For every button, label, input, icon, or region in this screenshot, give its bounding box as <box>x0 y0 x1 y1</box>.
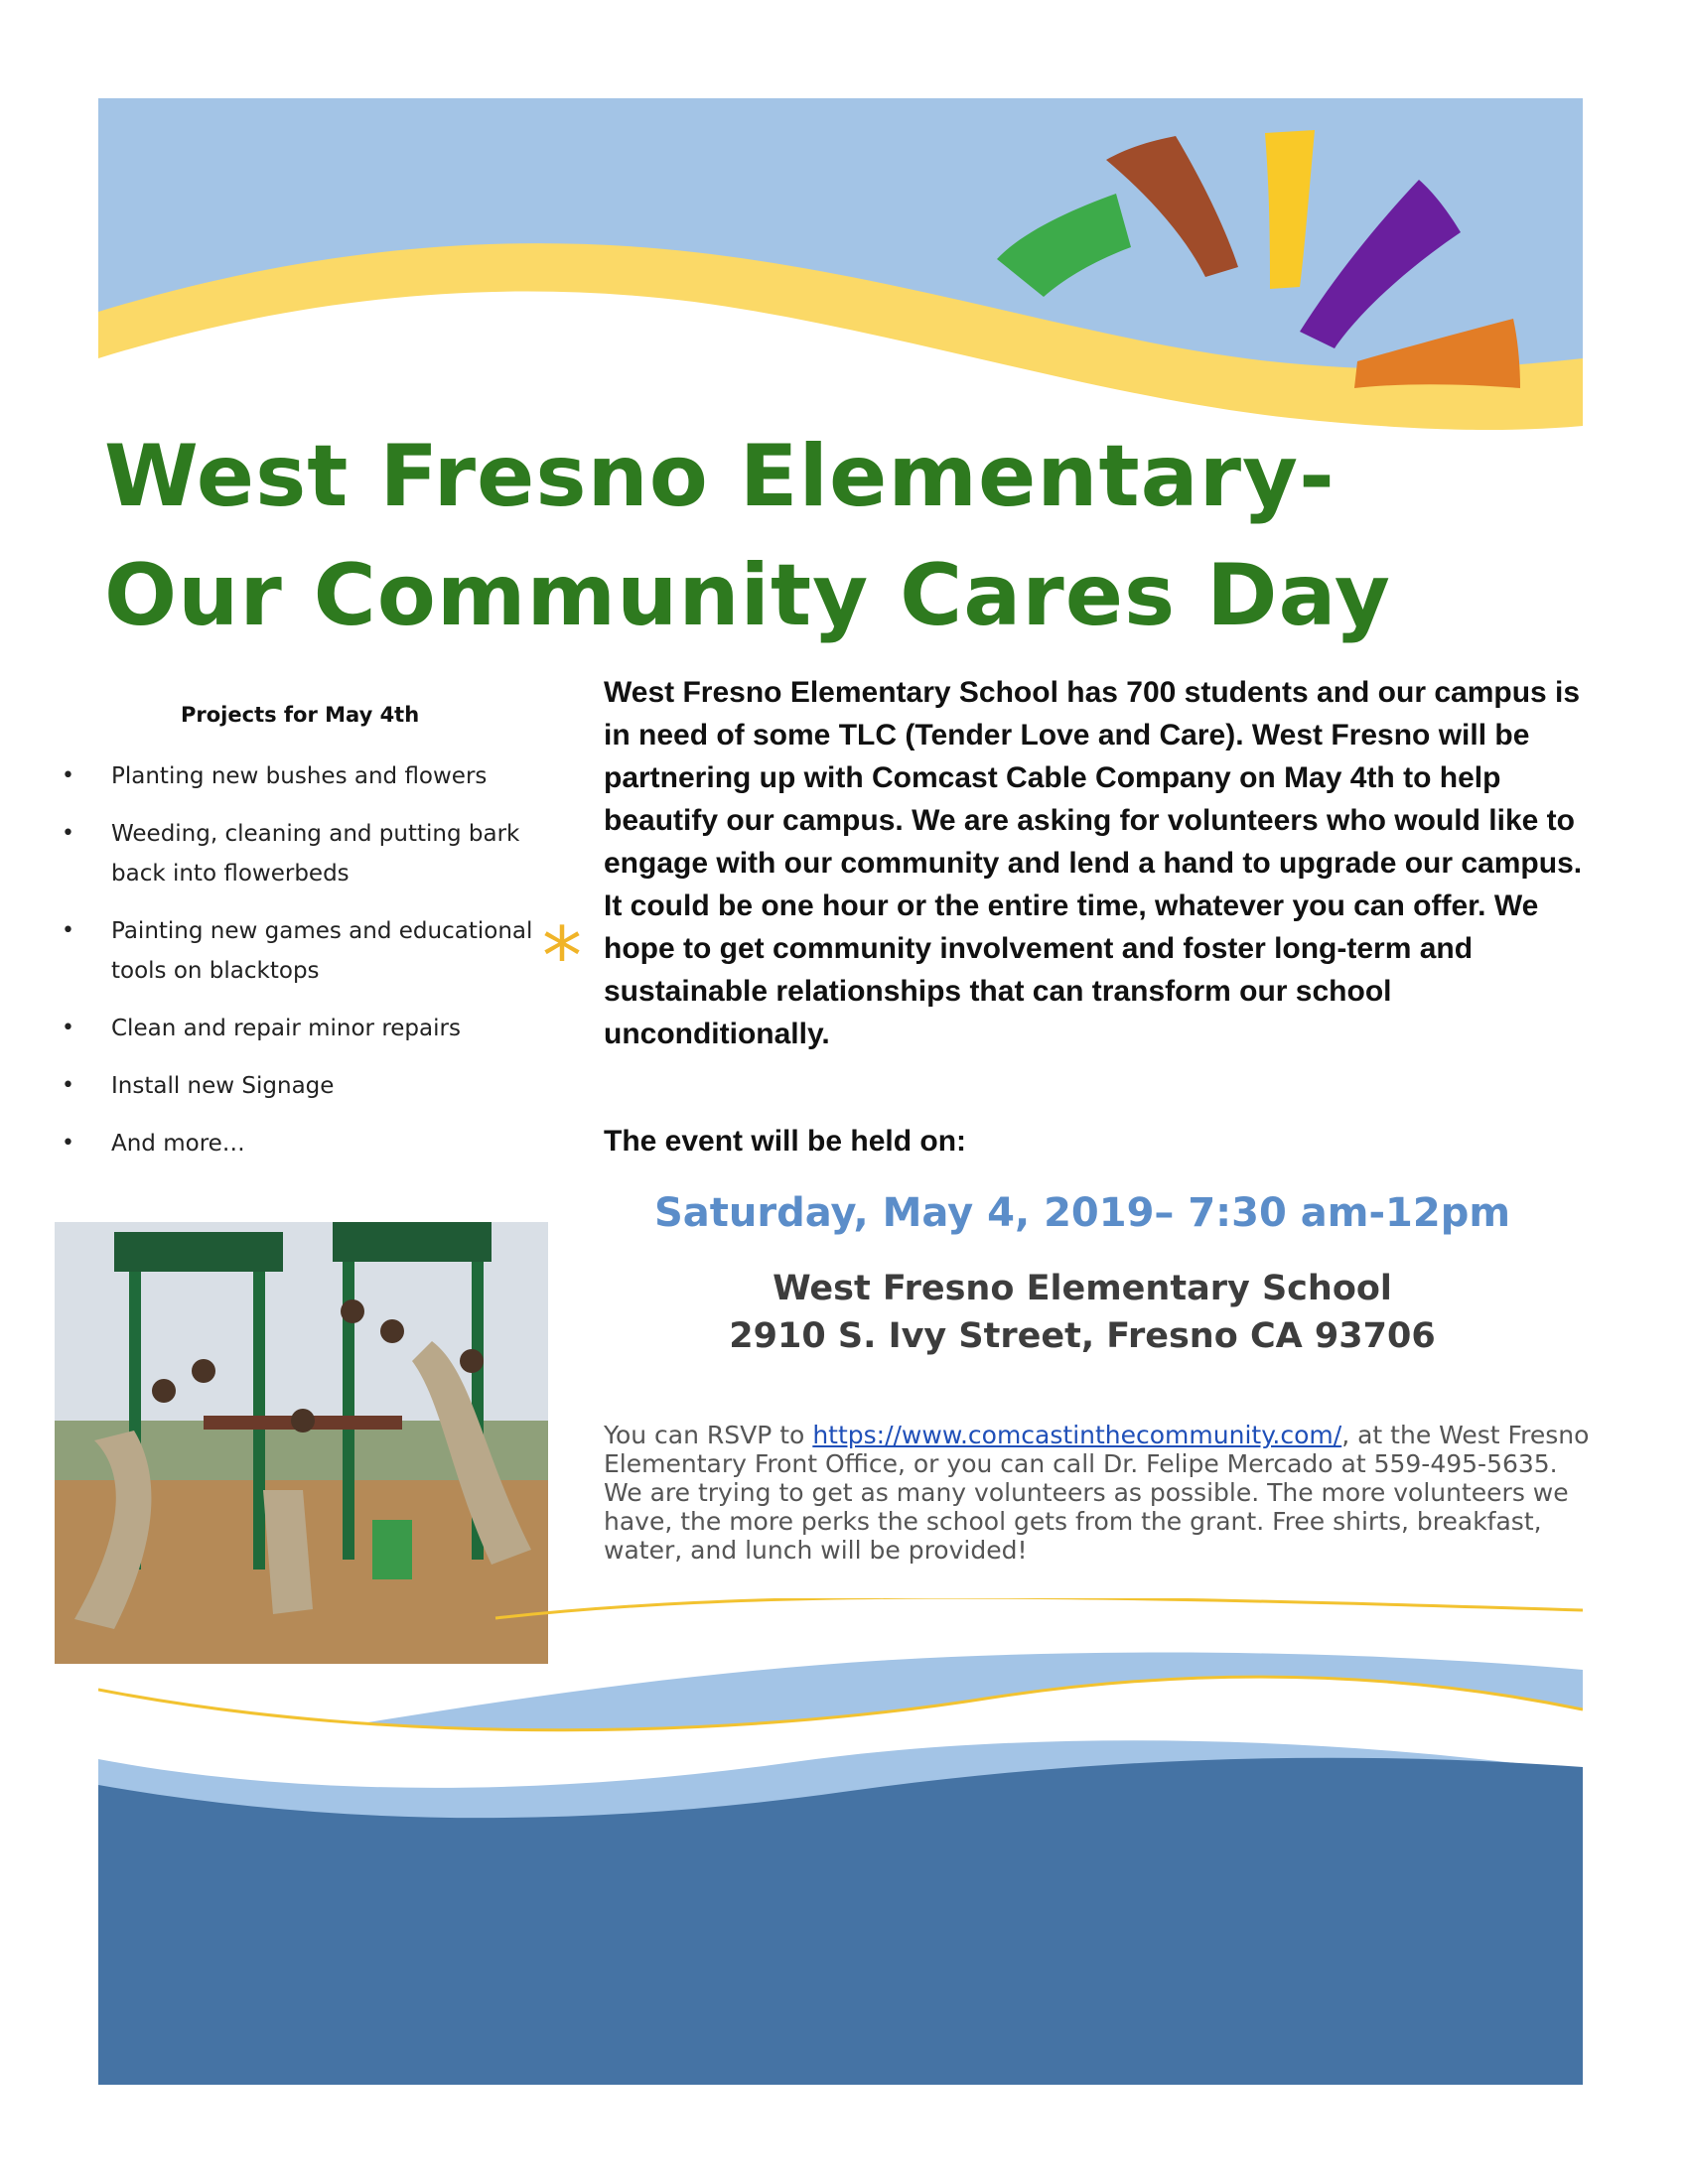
venue-name: West Fresno Elementary School <box>773 1269 1392 1308</box>
event-date: Saturday, May 4, 2019– 7:30 am-12pm <box>653 1190 1511 1236</box>
projects-heading: Projects for May 4th <box>181 703 420 727</box>
list-item <box>60 1009 556 1048</box>
rsvp-prefix: You can RSVP to <box>604 1421 813 1449</box>
list-item <box>60 911 556 991</box>
title-line-2: Our Community Cares Day <box>104 546 1391 645</box>
venue-address: 2910 S. Ivy Street, Fresno CA 93706 <box>729 1316 1436 1356</box>
list-item-text: Clean and repair minor repairs <box>111 1016 461 1041</box>
event-lead: The event will be held on: <box>604 1125 967 1158</box>
page-title <box>104 417 1395 655</box>
rsvp-link[interactable]: https://www.comcastinthecommunity.com/ <box>812 1421 1342 1449</box>
rsvp-paragraph <box>604 1421 1597 1565</box>
bullet-icon: • <box>62 1016 74 1040</box>
list-item-text: Weeding, cleaning and putting bark back into flowerbeds <box>111 821 520 887</box>
bullet-icon: • <box>62 1073 74 1098</box>
list-item <box>60 1124 556 1163</box>
bullet-icon: • <box>62 763 74 788</box>
list-item-text: Painting new games and educational tools on blacktops <box>111 918 533 984</box>
venue-block <box>586 1265 1579 1360</box>
bullet-icon: • <box>62 918 74 943</box>
list-item <box>60 1066 556 1106</box>
rsvp-suffix: , at the West Fresno Elementary Front Office, or you can call Dr. Felipe Mercado at 559-495-5635. We are trying to get as many volunteers as possible. The more volunteers we have, the more perks the school gets from the grant. Free shirts, breakfast, water, and lunch will be provided! <box>604 1421 1590 1565</box>
asterisk-icon: * <box>542 910 582 1003</box>
bullet-icon: • <box>62 821 74 846</box>
yellow-line-upper <box>495 1598 1583 1618</box>
list-item-text: Install new Signage <box>111 1073 335 1099</box>
list-item-text: And more… <box>111 1131 245 1157</box>
intro-paragraph: West Fresno Elementary School has 700 students and our campus is in need of some TLC (Tender Love and Care). West Fresno will be partnering up with Comcast Cable Company on May 4th to help beautify our campus. We are asking for volunteers who would like to engage with our community and lend a hand to upgrade our campus. It could be one hour or the entire time, whatever you can offer. We hope to get community involvement and foster long-term and sustainable relationships that can transform our school unconditionally. <box>604 676 1583 1050</box>
title-line-1: West Fresno Elementary- <box>104 427 1336 526</box>
header-banner <box>98 98 1583 456</box>
list-item <box>60 814 556 893</box>
list-item <box>60 756 556 796</box>
footer-waves <box>98 1598 1583 2085</box>
list-item-text: Planting new bushes and flowers <box>111 763 488 789</box>
bullet-icon: • <box>62 1131 74 1156</box>
projects-list <box>60 756 556 1181</box>
